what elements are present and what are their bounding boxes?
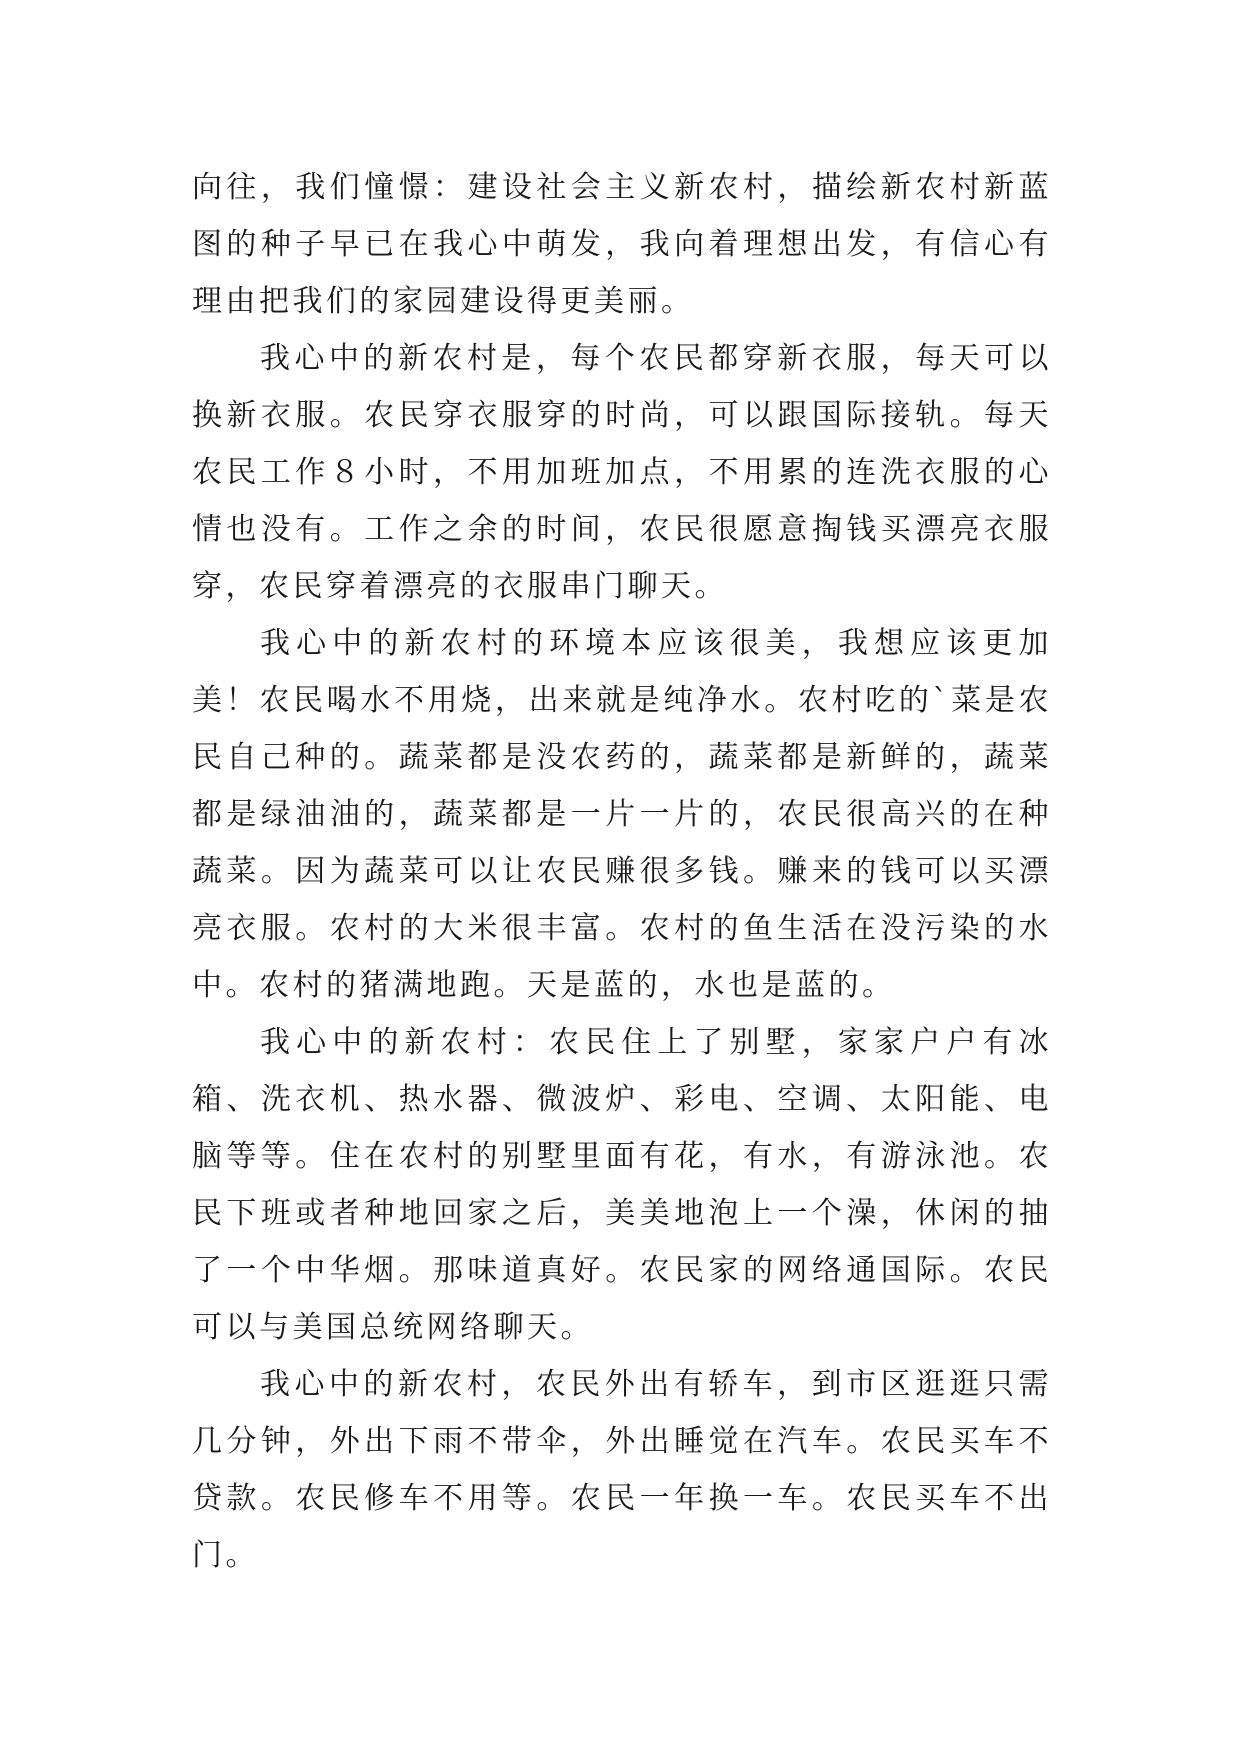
paragraph-continuation: 向往，我们憧憬：建设社会主义新农村，描绘新农村新蓝图的种子早已在我心中萌发，我向着理想出发，有信心有理由把我们的家园建设得更美丽。 [192,170,1052,319]
paragraph-transport: 我心中的新农村，农民外出有轿车，到市区逛逛只需几分钟，外出下雨不带伞，外出睡觉在汽车。农民买车不贷款。农民修车不用等。农民一年换一车。农民买车不出门。 [192,1367,1052,1573]
paragraph-housing: 我心中的新农村：农民住上了别墅，家家户户有冰箱、洗衣机、热水器、微波炉、彩电、空调、太阳能、电脑等等。住在农村的别墅里面有花，有水，有游泳池。农民下班或者种地回家之后，美美地泡上一个澡，休闲的抽了一个中华烟。那味道真好。农民家的网络通国际。农民可以与美国总统网络聊天。 [192,1025,1052,1345]
paragraph-environment: 我心中的新农村的环境本应该很美，我想应该更加美！农民喝水不用烧，出来就是纯净水。农村吃的`菜是农民自己种的。蔬菜都是没农药的，蔬菜都是新鲜的，蔬菜都是绿油油的，蔬菜都是一片一片的，农民很高兴的在种蔬菜。因为蔬菜可以让农民赚很多钱。赚来的钱可以买漂亮衣服。农村的大米很丰富。农村的鱼生活在没污染的水中。农村的猪满地跑。天是蓝的，水也是蓝的。 [192,626,1052,1003]
paragraph-clothing: 我心中的新农村是，每个农民都穿新衣服，每天可以换新衣服。农民穿衣服穿的时尚，可以跟国际接轨。每天农民工作８小时，不用加班加点，不用累的连洗衣服的心情也没有。工作之余的时间，农民很愿意掏钱买漂亮衣服穿，农民穿着漂亮的衣服串门聊天。 [192,341,1052,604]
document-body [192,159,1052,1584]
